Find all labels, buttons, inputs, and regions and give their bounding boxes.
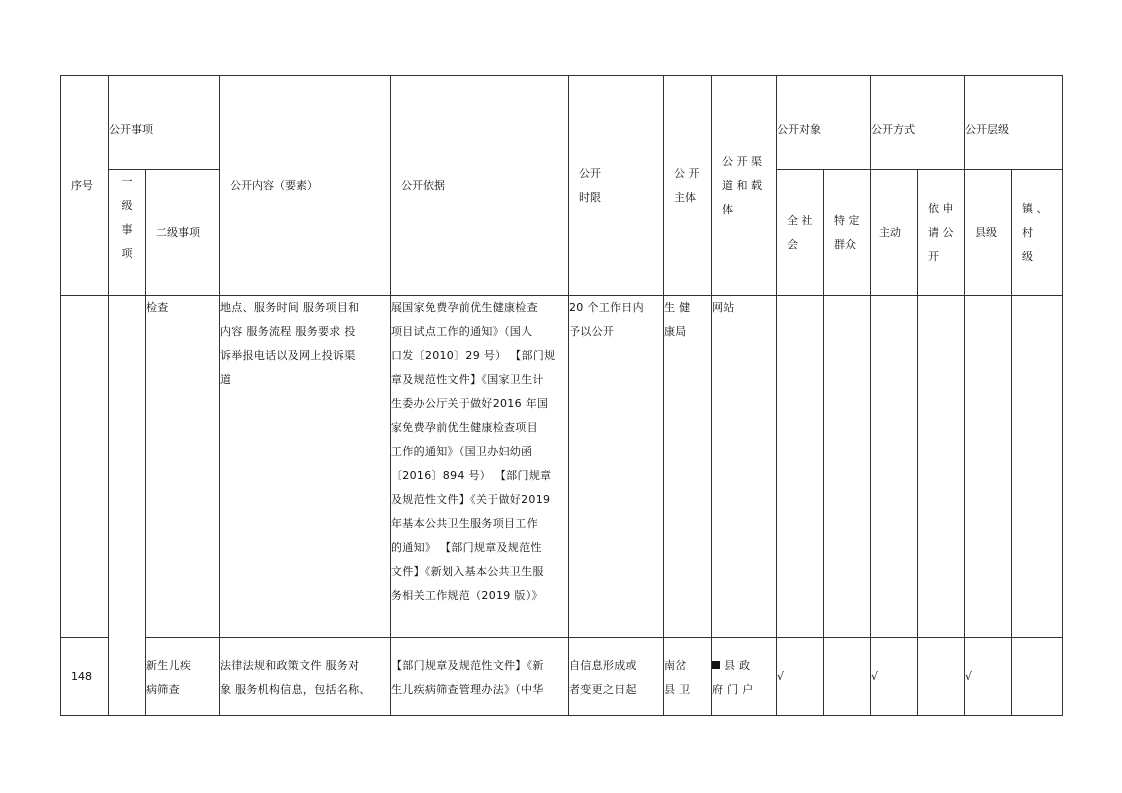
header-channel: 公 开 渠 道 和 载 体 <box>712 76 777 296</box>
header-level-county: 县级 <box>965 170 1012 296</box>
row-time-limit: 20 个工作日内 予以公开 <box>569 296 664 638</box>
row-item2: 检查 <box>146 296 220 638</box>
square-bullet-icon <box>712 661 720 669</box>
header-content: 公开内容（要素） <box>220 76 391 296</box>
row-check-apply <box>918 638 965 716</box>
row-check-town <box>1012 296 1063 638</box>
header-row-top <box>61 76 1063 170</box>
header-method: 公开方式 <box>871 76 965 170</box>
table-row <box>61 296 1063 638</box>
header-subject: 公 开 主体 <box>664 76 712 296</box>
row-check-specific <box>824 296 871 638</box>
row-check-active: √ <box>871 638 918 716</box>
header-method-apply: 依 申 请 公 开 <box>918 170 965 296</box>
row-subject: 南岔 县 卫 <box>664 638 712 716</box>
header-target: 公开对象 <box>777 76 871 170</box>
row-basis: 【部门规章及规范性文件】《新 生儿疾病筛查管理办法》（中华 <box>391 638 569 716</box>
row-check-town <box>1012 638 1063 716</box>
row-check-all <box>777 296 824 638</box>
header-level: 公开层级 <box>965 76 1063 170</box>
row-check-county: √ <box>965 638 1012 716</box>
header-target-all: 全 社 会 <box>777 170 824 296</box>
header-basis: 公开依据 <box>391 76 569 296</box>
row-subject: 生 健 康局 <box>664 296 712 638</box>
header-level2: 二级事项 <box>146 170 220 296</box>
row-check-county <box>965 296 1012 638</box>
row-check-active <box>871 296 918 638</box>
row-item2: 新生儿疾 病筛查 <box>146 638 220 716</box>
row-content: 地点、服务时间 服务项目和 内容 服务流程 服务要求 投 诉举报电话以及网上投诉渠 道 <box>220 296 391 638</box>
header-level-town: 镇 、 村 级 <box>1012 170 1063 296</box>
table-row <box>61 638 1063 716</box>
row-check-specific <box>824 638 871 716</box>
header-seq: 序号 <box>61 76 109 296</box>
header-public-item: 公开事项 <box>109 76 220 170</box>
header-method-active: 主动 <box>871 170 918 296</box>
row-channel: 县 政 府 门 户 <box>712 638 777 716</box>
row-level1-item <box>109 296 146 716</box>
row-content: 法律法规和政策文件 服务对 象 服务机构信息，包括名称、 <box>220 638 391 716</box>
row-channel: 网站 <box>712 296 777 638</box>
row-check-apply <box>918 296 965 638</box>
header-time-limit: 公开 时限 <box>569 76 664 296</box>
row-basis: 展国家免费孕前优生健康检查 项目试点工作的通知》（国人 口发〔2010〕29 号） 【部门规 章及规范性文件】《国家卫生计 生委办公厅关于做好2016 年国 家免费孕前优生健康检查项目 工作的通知》（国卫办妇幼函 〔2016〕894 号） 【部门规章 及规范性文件】《关于做好2019 年基本公共卫生服务项目工作 的通知》 【部门规章及规范性 文件】《新划入基本公共卫生服 务相关工作规范（2019 版）》 <box>391 296 569 638</box>
disclosure-table <box>60 75 1063 716</box>
row-check-all: √ <box>777 638 824 716</box>
header-level1: 一 级 事 项 <box>109 170 146 296</box>
row-seq: 148 <box>61 638 109 716</box>
header-target-specific: 特 定 群众 <box>824 170 871 296</box>
row-time-limit: 自信息形成或 者变更之日起 <box>569 638 664 716</box>
row-seq <box>61 296 109 638</box>
